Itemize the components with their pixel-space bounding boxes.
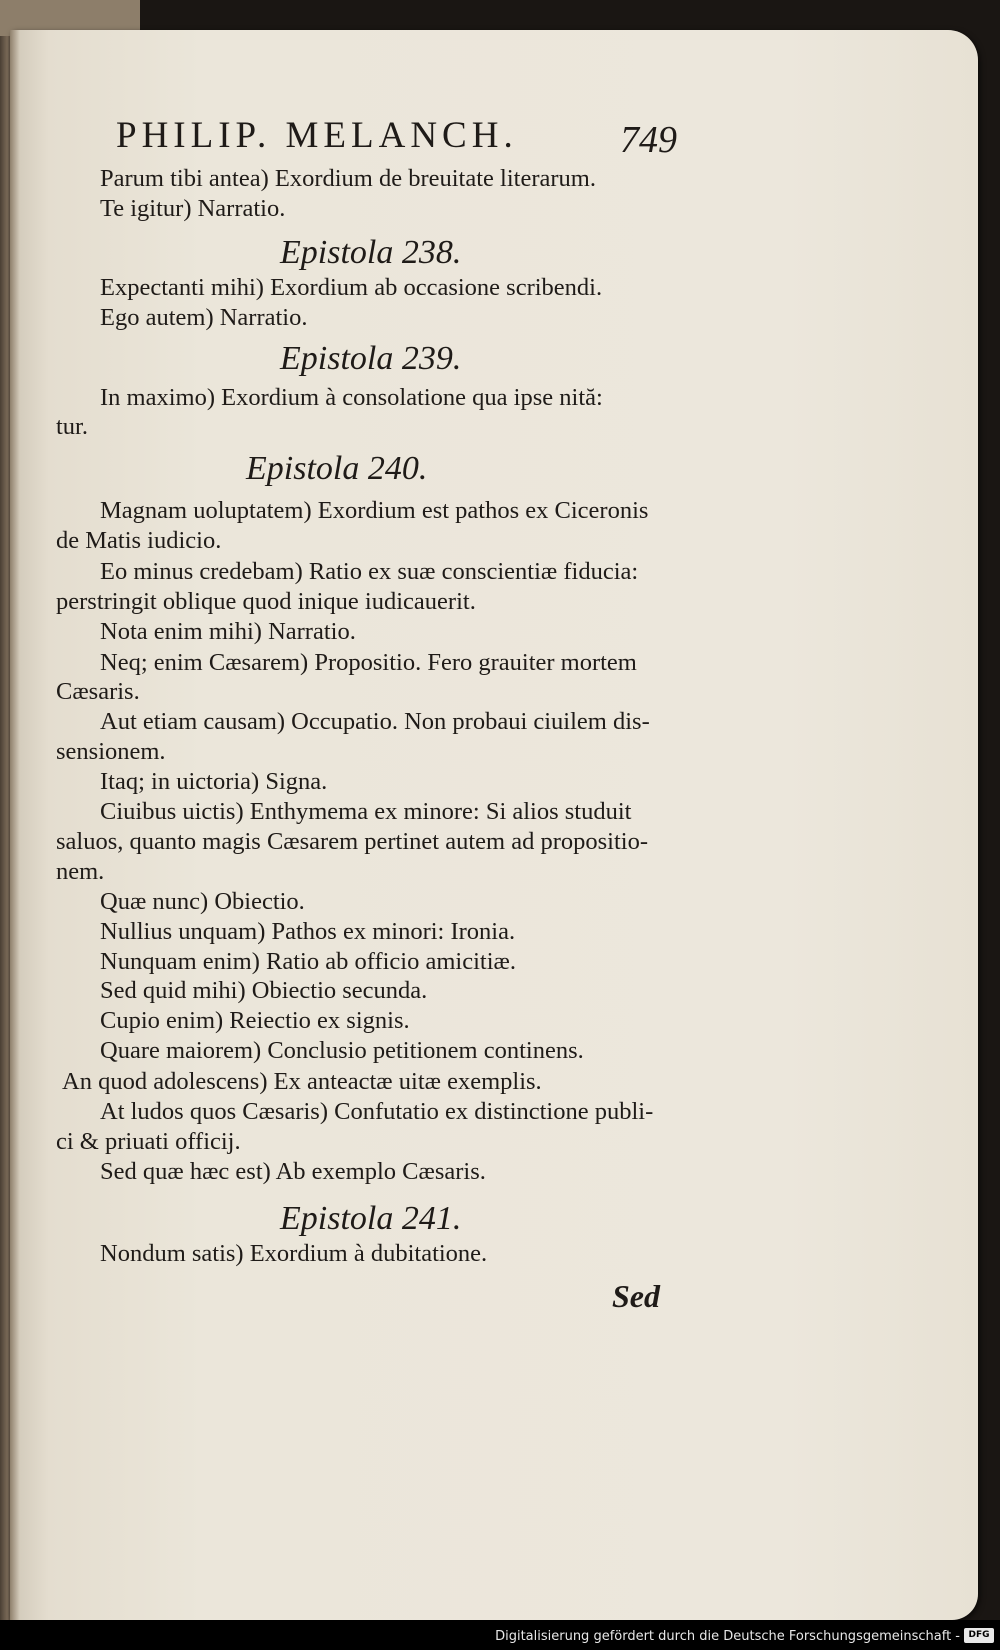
text-line: de Matis iudicio. — [56, 527, 222, 554]
text-line: Sed quid mihi) Obiectio secunda. — [100, 977, 428, 1004]
text-line: Cupio enim) Reiectio ex signis. — [100, 1007, 410, 1034]
text-line: perstringit oblique quod inique iudicauerit. — [56, 588, 476, 615]
text-line: Expectanti mihi) Exordium ab occasione scribendi. — [100, 274, 603, 301]
text-line: Magnam uoluptatem) Exordium est pathos ex Ciceronis — [100, 497, 649, 524]
text-line: Nullius unquam) Pathos ex minori: Ironia. — [100, 918, 516, 945]
text-line: Ciuibus uictis) Enthymema ex minore: Si alios studuit — [100, 798, 632, 825]
footer-credit: Digitalisierung gefördert durch die Deutsche Forschungsgemeinschaft - — [495, 1629, 960, 1644]
text-line: Parum tibi antea) Exordium de breuitate literarum. — [100, 165, 596, 192]
page-number: 749 — [620, 119, 677, 161]
text-line: Quare maiorem) Conclusio petitionem continens. — [100, 1037, 584, 1064]
epistle-heading: Epistola 240. — [246, 450, 428, 487]
text-line: Nunquam enim) Ratio ab officio amicitiæ. — [100, 948, 516, 975]
text-line: Sed quæ hæc est) Ab exemplo Cæsaris. — [100, 1158, 486, 1185]
text-line: Ego autem) Narratio. — [100, 304, 308, 331]
running-head: PHILIP. MELANCH. — [116, 115, 518, 156]
text-line: Eo minus credebam) Ratio ex suæ conscientiæ fiducia: — [100, 558, 639, 585]
text-line: ci & priuati officij. — [56, 1128, 241, 1155]
footer-bar — [0, 1620, 1000, 1650]
page-gutter-shadow — [10, 30, 20, 1620]
text-line: Te igitur) Narratio. — [100, 195, 286, 222]
text-line: nem. — [56, 858, 105, 885]
epistle-heading: Epistola 239. — [280, 340, 462, 377]
text-line: Cæsaris. — [56, 678, 140, 705]
epistle-heading: Epistola 238. — [280, 234, 462, 271]
text-line: Nota enim mihi) Narratio. — [100, 618, 356, 645]
text-line: Nondum satis) Exordium à dubitatione. — [100, 1240, 488, 1267]
text-line: At ludos quos Cæsaris) Confutatio ex distinctione publi- — [100, 1098, 654, 1125]
epistle-heading: Epistola 241. — [280, 1200, 462, 1237]
dfg-logo: DFG — [964, 1628, 994, 1643]
text-line: sensionem. — [56, 738, 166, 765]
text-line: saluos, quanto magis Cæsarem pertinet autem ad propositio- — [56, 828, 648, 855]
text-line: Quæ nunc) Obiectio. — [100, 888, 305, 915]
text-line: In maximo) Exordium à consolatione qua ipse nită: — [100, 384, 603, 411]
text-line: Aut etiam causam) Occupatio. Non probaui ciuilem dis- — [100, 708, 650, 735]
text-line: Neq; enim Cæsarem) Propositio. Fero grauiter mortem — [100, 649, 637, 676]
catchword: Sed — [612, 1278, 660, 1314]
text-line: tur. — [56, 413, 88, 440]
text-line: Itaq; in uictoria) Signa. — [100, 768, 328, 795]
text-line: An quod adolescens) Ex anteactæ uitæ exemplis. — [62, 1068, 542, 1095]
